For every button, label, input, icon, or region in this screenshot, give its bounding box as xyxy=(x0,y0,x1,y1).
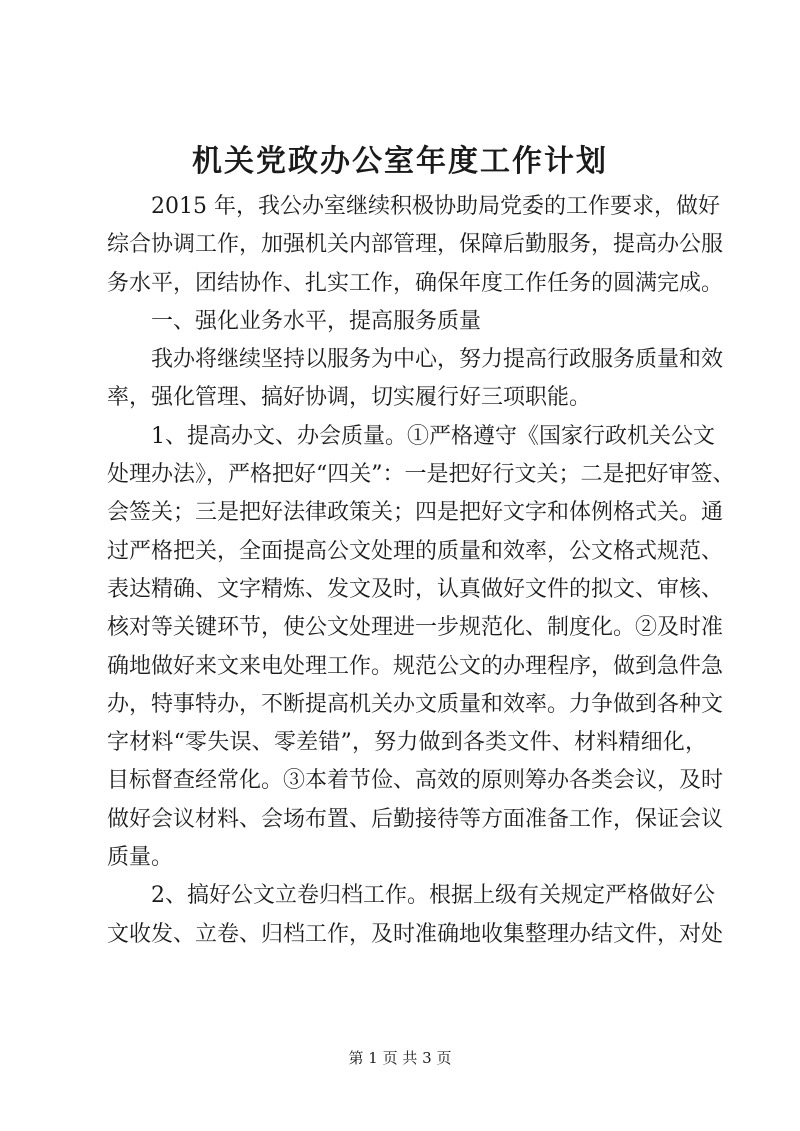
text-line: 表达精确、文字精炼、发文及时，认真做好文件的拟文、审核、 xyxy=(107,576,724,602)
page-title: 机关党政办公室年度工作计划 xyxy=(192,144,608,179)
text-line: 办，特事特办，不断提高机关办文质量和效率。力争做到各种文 xyxy=(107,691,724,717)
text-line: 我办将继续坚持以服务为中心，努力提高行政服务质量和效 xyxy=(151,347,724,373)
text-line: 处理办法》，严格把好“四关”：一是把好行文关；二是把好审签、 xyxy=(107,462,735,488)
text-line: 核对等关键环节，使公文处理进一步规范化、制度化。②及时准 xyxy=(107,615,724,641)
text-line: 目标督查经常化。③本着节俭、高效的原则筹办各类会议，及时 xyxy=(107,768,724,794)
text-line: 文收发、立卷、归档工作，及时准确地收集整理办结文件，对处 xyxy=(107,921,724,947)
text-line: 1、提高办文、办会质量。①严格遵守《国家行政机关公文 xyxy=(151,423,715,449)
text-line: 字材料“零失误、零差错”，努力做到各类文件、材料精细化， xyxy=(107,730,707,756)
text-line: 2、搞好公文立卷归档工作。根据上级有关规定严格做好公 xyxy=(151,883,715,909)
text-line: 会签关；三是把好法律政策关；四是把好文字和体例格式关。通 xyxy=(107,500,724,526)
document-body xyxy=(107,188,735,954)
text-line: 2015 年，我公办室继续积极协助局党委的工作要求，做好 xyxy=(151,194,720,219)
text-line: 综合协调工作，加强机关内部管理，保障后勤服务，提高办公服 xyxy=(107,232,724,258)
section-heading: 一、强化业务水平，提高服务质量 xyxy=(151,308,482,334)
text-line: 做好会议材料、会场布置、后勤接待等方面准备工作，保证会议 xyxy=(107,806,724,832)
text-line: 率，强化管理、搞好协调，切实履行好三项职能。 xyxy=(107,385,592,411)
text-line: 务水平，团结协作、扎实工作，确保年度工作任务的圆满完成。 xyxy=(107,270,724,296)
page-footer: 第 1 页 共 3 页 xyxy=(348,1049,452,1067)
text-line: 质量。 xyxy=(107,845,174,871)
text-line: 确地做好来文来电处理工作。规范公文的办理程序，做到急件急 xyxy=(107,653,724,679)
text-line: 过严格把关，全面提高公文处理的质量和效率，公文格式规范、 xyxy=(107,538,724,564)
